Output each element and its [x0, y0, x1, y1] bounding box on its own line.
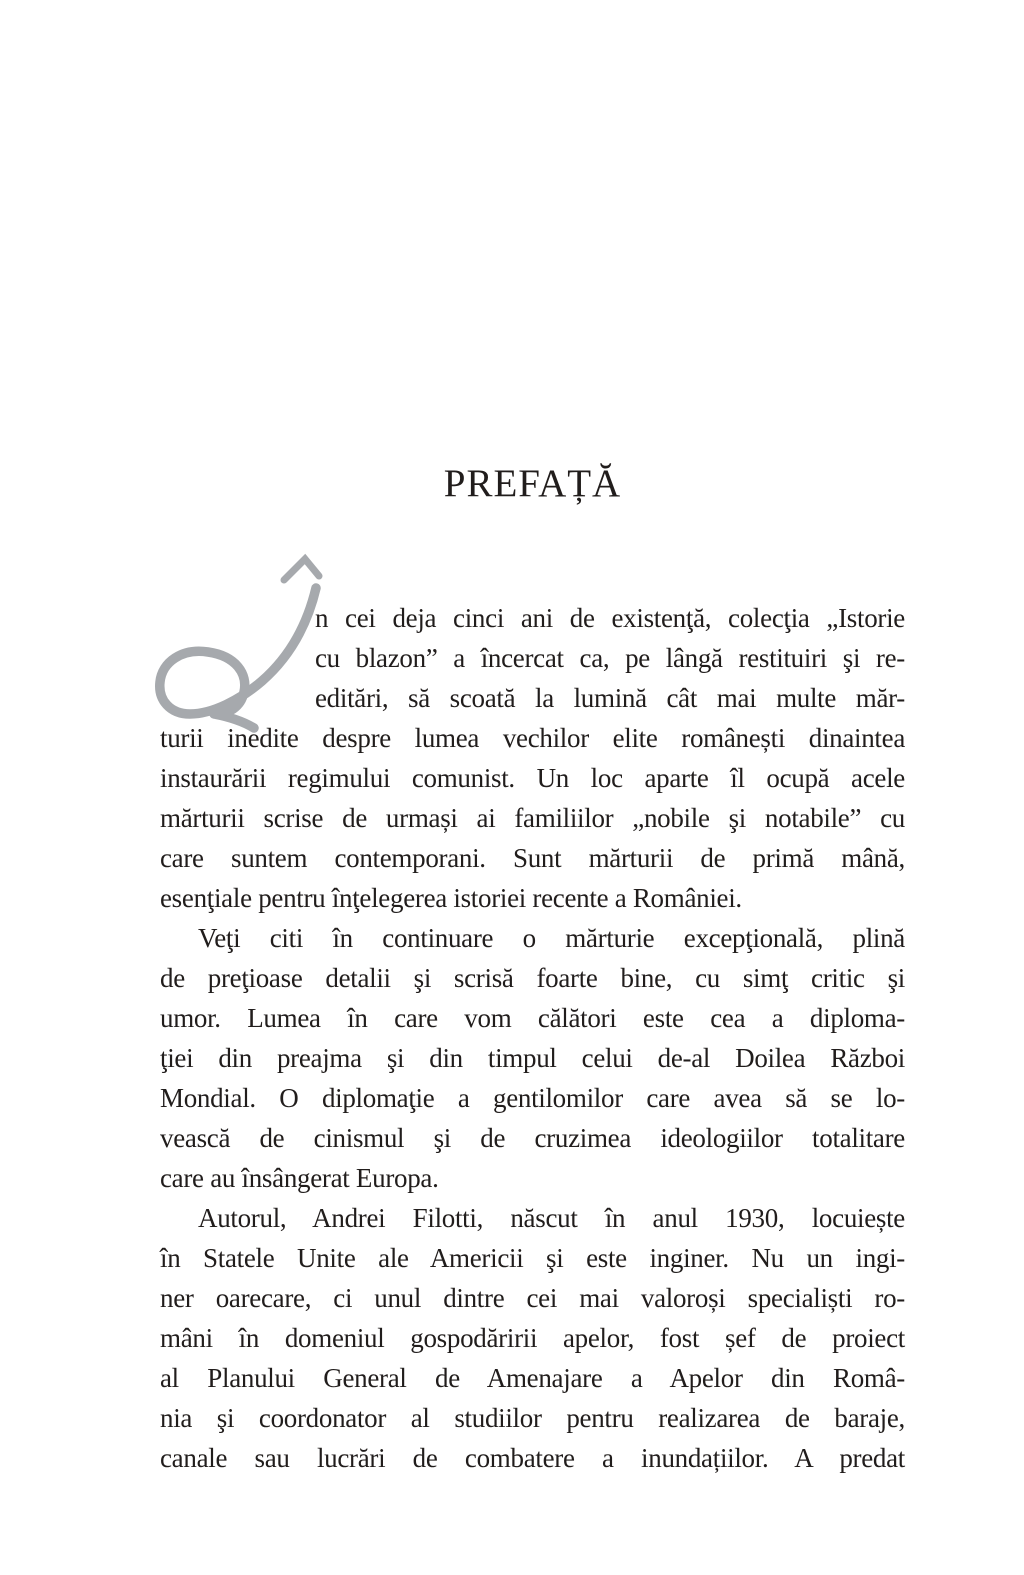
drop-cap: [160, 598, 315, 713]
text-line: de preţioase detalii şi scrisă foarte bine, cu simţ critic şi: [160, 963, 905, 993]
text-line: canale sau lucrări de combatere a inundațiilor. A predat: [160, 1443, 905, 1473]
text-block: [160, 0, 905, 1575]
text-line: cu blazon” a încercat ca, pe lângă restituiri şi re-: [315, 643, 905, 673]
text-line: umor. Lumea în care vom călători este cea a diploma-: [160, 1003, 905, 1033]
text-line: Autorul, Andrei Filotti, născut în anul 1930, locuiește: [198, 1203, 905, 1233]
text-line: esenţiale pentru înţelegerea istoriei recente a României.: [160, 883, 742, 913]
text-line: Veţi citi în continuare o mărturie excepţională, plină: [198, 923, 905, 953]
text-line: al Planului General de Amenajare a Apelor din Româ-: [160, 1363, 905, 1393]
text-line: în Statele Unite ale Americii şi este inginer. Nu un ingi-: [160, 1243, 905, 1273]
text-line: turii inedite despre lumea vechilor elite românești dinaintea: [160, 723, 905, 753]
page-title: PREFAȚĂ: [443, 462, 622, 505]
text-line: n cei deja cinci ani de existenţă, colecţia „Istorie: [315, 603, 905, 633]
text-line: ţiei din preajma şi din timpul celui de-al Doilea Război: [160, 1043, 905, 1073]
text-line: Mondial. O diplomaţie a gentilomilor care avea să se lo-: [160, 1083, 905, 1113]
text-line: care au însângerat Europa.: [160, 1163, 439, 1193]
preface-text: [160, 598, 905, 1478]
text-line: care suntem contemporani. Sunt mărturii de primă mână,: [160, 843, 905, 873]
text-line: mâni în domeniul gospodăririi apelor, fost șef de proiect: [160, 1323, 905, 1353]
text-line: ner oarecare, ci unul dintre cei mai valoroși specialiști ro-: [160, 1283, 905, 1313]
text-line: instaurării regimului comunist. Un loc aparte îl ocupă acele: [160, 763, 905, 793]
text-line: vească de cinismul şi de cruzimea ideologiilor totalitare: [160, 1123, 905, 1153]
text-line: nia şi coordonator al studiilor pentru realizarea de baraje,: [160, 1403, 905, 1433]
text-line: editări, să scoată la lumină cât mai multe măr-: [315, 683, 905, 713]
drop-cap-letter-icon: [152, 554, 327, 734]
text-line: mărturii scrise de urmași ai familiilor „nobile şi notabile” cu: [160, 803, 905, 833]
